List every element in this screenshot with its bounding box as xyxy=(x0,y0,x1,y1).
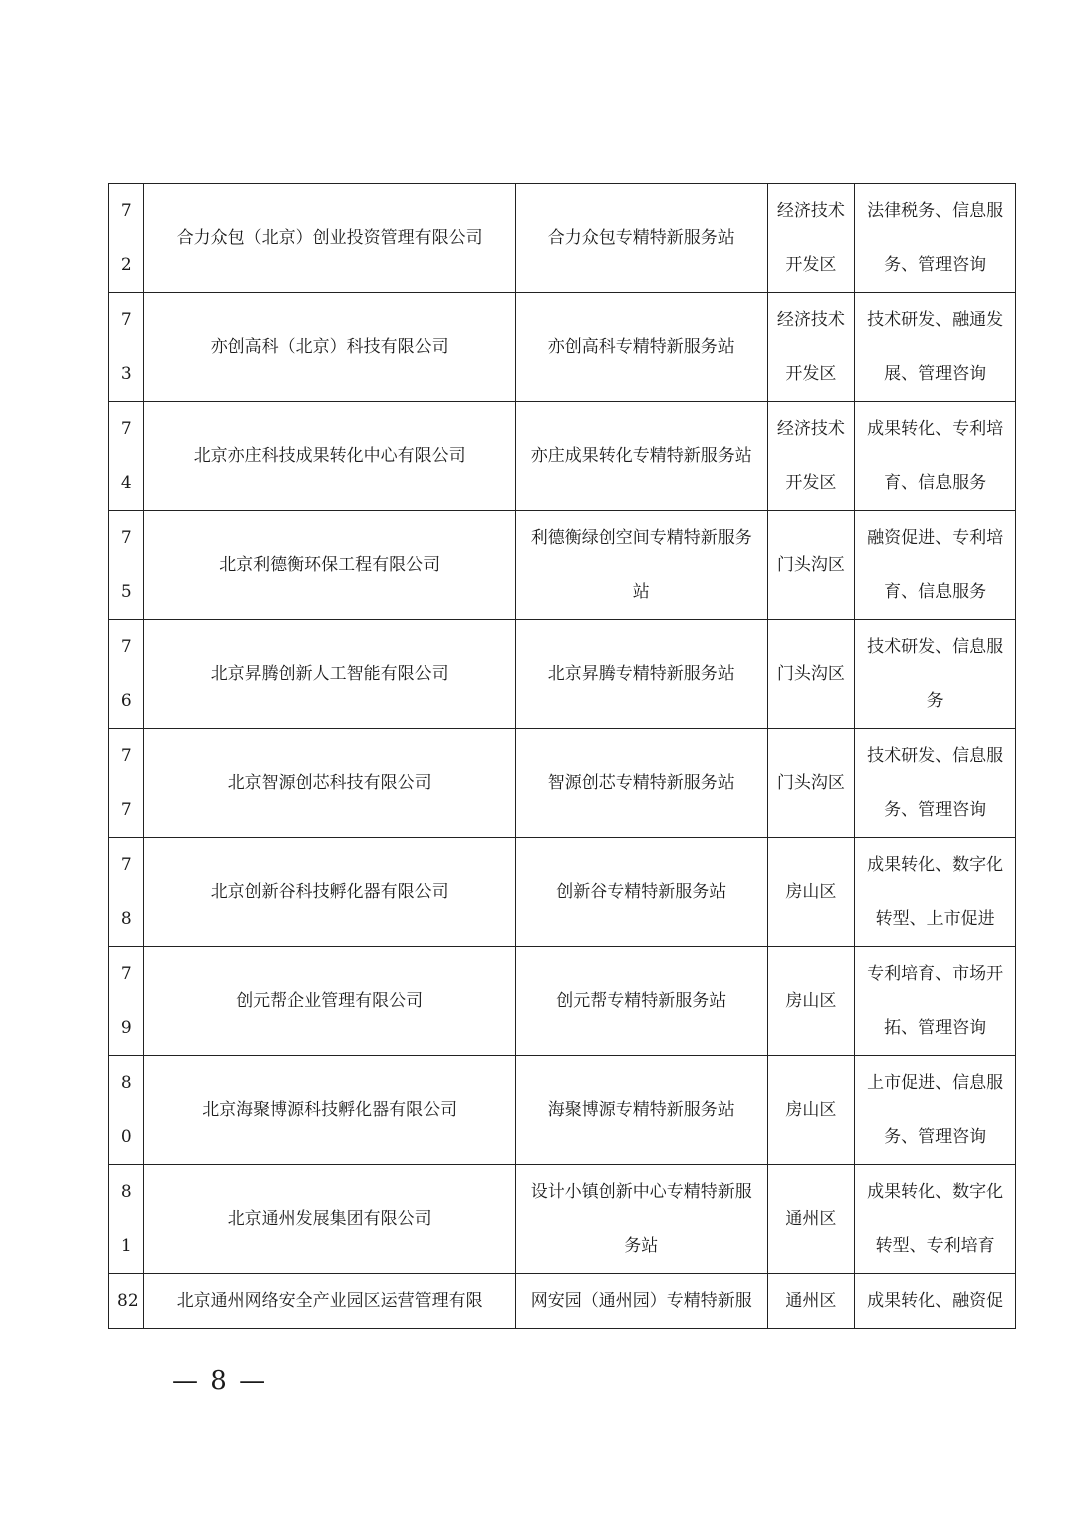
station-name: 亦庄成果转化专精特新服务站 xyxy=(515,402,767,511)
row-number: 79 xyxy=(109,947,144,1056)
district: 门头沟区 xyxy=(767,511,855,620)
service-scope: 成果转化、数字化转型、上市促进 xyxy=(855,838,1016,947)
company-name: 亦创高科（北京）科技有限公司 xyxy=(144,293,515,402)
service-scope: 技术研发、信息服务、管理咨询 xyxy=(855,729,1016,838)
district: 经济技术开发区 xyxy=(767,184,855,293)
company-name: 合力众包（北京）创业投资管理有限公司 xyxy=(144,184,515,293)
station-name: 创元帮专精特新服务站 xyxy=(515,947,767,1056)
station-name: 网安园（通州园）专精特新服 xyxy=(515,1274,767,1329)
table-row xyxy=(109,838,1016,947)
station-name: 北京昇腾专精特新服务站 xyxy=(515,620,767,729)
company-name: 北京通州发展集团有限公司 xyxy=(144,1165,515,1274)
company-name: 北京利德衡环保工程有限公司 xyxy=(144,511,515,620)
district: 经济技术开发区 xyxy=(767,293,855,402)
station-name: 创新谷专精特新服务站 xyxy=(515,838,767,947)
district: 房山区 xyxy=(767,1056,855,1165)
company-name: 北京亦庄科技成果转化中心有限公司 xyxy=(144,402,515,511)
table-row xyxy=(109,293,1016,402)
service-scope: 法律税务、信息服务、管理咨询 xyxy=(855,184,1016,293)
district: 经济技术开发区 xyxy=(767,402,855,511)
row-number: 72 xyxy=(109,184,144,293)
table-row xyxy=(109,402,1016,511)
district: 通州区 xyxy=(767,1165,855,1274)
table-row xyxy=(109,620,1016,729)
station-name: 智源创芯专精特新服务站 xyxy=(515,729,767,838)
row-number: 77 xyxy=(109,729,144,838)
station-name: 设计小镇创新中心专精特新服务站 xyxy=(515,1165,767,1274)
service-scope: 成果转化、专利培育、信息服务 xyxy=(855,402,1016,511)
district: 门头沟区 xyxy=(767,620,855,729)
company-name: 北京创新谷科技孵化器有限公司 xyxy=(144,838,515,947)
company-name: 创元帮企业管理有限公司 xyxy=(144,947,515,1056)
page-number: — 8 — xyxy=(172,1366,268,1396)
district: 通州区 xyxy=(767,1274,855,1329)
company-name: 北京昇腾创新人工智能有限公司 xyxy=(144,620,515,729)
table-row xyxy=(109,947,1016,1056)
row-number: 82 xyxy=(109,1274,144,1329)
station-name: 海聚博源专精特新服务站 xyxy=(515,1056,767,1165)
station-name: 利德衡绿创空间专精特新服务站 xyxy=(515,511,767,620)
district: 房山区 xyxy=(767,947,855,1056)
service-scope: 融资促进、专利培育、信息服务 xyxy=(855,511,1016,620)
service-station-table xyxy=(108,183,1016,1329)
service-scope: 专利培育、市场开拓、管理咨询 xyxy=(855,947,1016,1056)
table-row xyxy=(109,729,1016,838)
table-row xyxy=(109,1274,1016,1329)
table-row xyxy=(109,1165,1016,1274)
service-scope: 成果转化、融资促 xyxy=(855,1274,1016,1329)
service-scope: 成果转化、数字化转型、专利培育 xyxy=(855,1165,1016,1274)
company-name: 北京智源创芯科技有限公司 xyxy=(144,729,515,838)
station-name: 亦创高科专精特新服务站 xyxy=(515,293,767,402)
row-number: 80 xyxy=(109,1056,144,1165)
service-scope: 技术研发、融通发展、管理咨询 xyxy=(855,293,1016,402)
service-scope: 上市促进、信息服务、管理咨询 xyxy=(855,1056,1016,1165)
row-number: 78 xyxy=(109,838,144,947)
company-name: 北京海聚博源科技孵化器有限公司 xyxy=(144,1056,515,1165)
table-row xyxy=(109,184,1016,293)
row-number: 74 xyxy=(109,402,144,511)
company-name: 北京通州网络安全产业园区运营管理有限 xyxy=(144,1274,515,1329)
station-name: 合力众包专精特新服务站 xyxy=(515,184,767,293)
row-number: 76 xyxy=(109,620,144,729)
row-number: 81 xyxy=(109,1165,144,1274)
table-row xyxy=(109,511,1016,620)
service-scope: 技术研发、信息服务 xyxy=(855,620,1016,729)
row-number: 73 xyxy=(109,293,144,402)
district: 门头沟区 xyxy=(767,729,855,838)
row-number: 75 xyxy=(109,511,144,620)
district: 房山区 xyxy=(767,838,855,947)
table-row xyxy=(109,1056,1016,1165)
